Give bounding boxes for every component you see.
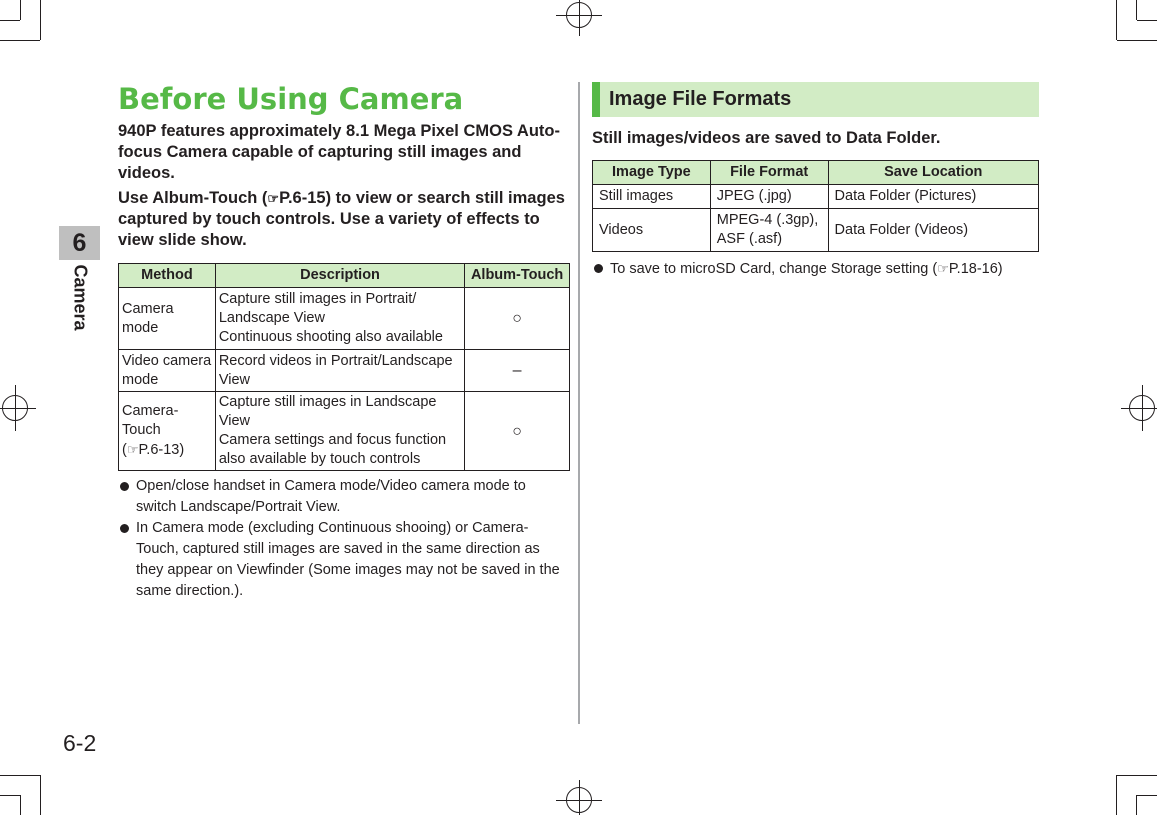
save-location-cell: Data Folder (Videos) [828,209,1038,252]
page-reference-link[interactable]: P.6-13 [138,442,180,458]
table-row [593,209,1039,252]
description-cell: Record videos in Portrait/Landscape View [215,350,464,392]
column-header: File Format [710,161,828,185]
notes-list [592,258,1039,280]
table-row [119,288,570,350]
method-cell: Video camera mode [119,350,216,392]
right-column [592,82,1039,280]
file-format-cell: JPEG (.jpg) [710,185,828,209]
table-header-row [119,264,570,288]
pointing-hand-icon: ☞ [267,191,280,206]
page-number: 6-2 [63,730,97,756]
intro-paragraph-1: 940P features approximately 8.1 Mega Pixel CMOS Auto-focus Camera capable of capturing still images and videos. [118,122,560,182]
table-row [119,392,570,471]
list-item: Open/close handset in Camera mode/Video camera mode to switch Landscape/Portrait View. [118,476,570,518]
column-header: Method [119,264,216,288]
page-reference-link[interactable]: P.6-15 [279,189,326,207]
method-cell: Camera- Touch (☞P.6-13) [119,392,216,471]
intro-paragraph-2: Use Album-Touch (☞P.6-15) to view or search still images captured by touch controls. Use a variety of effects to view slide show. [118,189,565,249]
table-row [119,350,570,392]
description-cell: Capture still images in Portrait/ Landscape View Continuous shooting also available [215,288,464,350]
album-touch-available-mark: ○ [465,288,570,350]
list-item: In Camera mode (excluding Continuous shooing) or Camera-Touch, captured still images are saved in the same direction as they appear on Viewfinder (Some images may not be saved in the same direction.). [118,518,570,602]
chapter-number: 6 [72,228,87,257]
notes-list [118,476,570,602]
pointing-hand-icon: ☞ [126,442,139,457]
intro-text [118,121,570,251]
image-type-cell: Videos [593,209,711,252]
section-heading: Image File Formats [592,82,1039,117]
pointing-hand-icon: ☞ [937,261,949,276]
column-header: Image Type [593,161,711,185]
column-header: Save Location [828,161,1038,185]
section-lead: Still images/videos are saved to Data Folder. [592,129,941,147]
table-header-row [593,161,1039,185]
column-divider [578,82,580,724]
file-format-cell: MPEG-4 (.3gp), ASF (.asf) [710,209,828,252]
page-reference-link[interactable]: P.18-16 [948,261,998,277]
save-location-cell: Data Folder (Pictures) [828,185,1038,209]
album-touch-unavailable-mark: – [465,350,570,392]
chapter-name: Camera [70,263,91,331]
album-touch-available-mark: ○ [465,392,570,471]
file-formats-table [592,160,1039,252]
chapter-number-tab [59,226,100,260]
column-header: Album-Touch [465,264,570,288]
column-header: Description [215,264,464,288]
table-row [593,185,1039,209]
method-cell: Camera mode [119,288,216,350]
description-cell: Capture still images in Landscape View Camera settings and focus function also available by touch controls [215,392,464,471]
image-type-cell: Still images [593,185,711,209]
camera-modes-table [118,263,570,471]
page-title: Before Using Camera [118,82,464,116]
left-column [118,80,570,602]
list-item: To save to microSD Card, change Storage setting (☞P.18-16) [592,258,1039,280]
